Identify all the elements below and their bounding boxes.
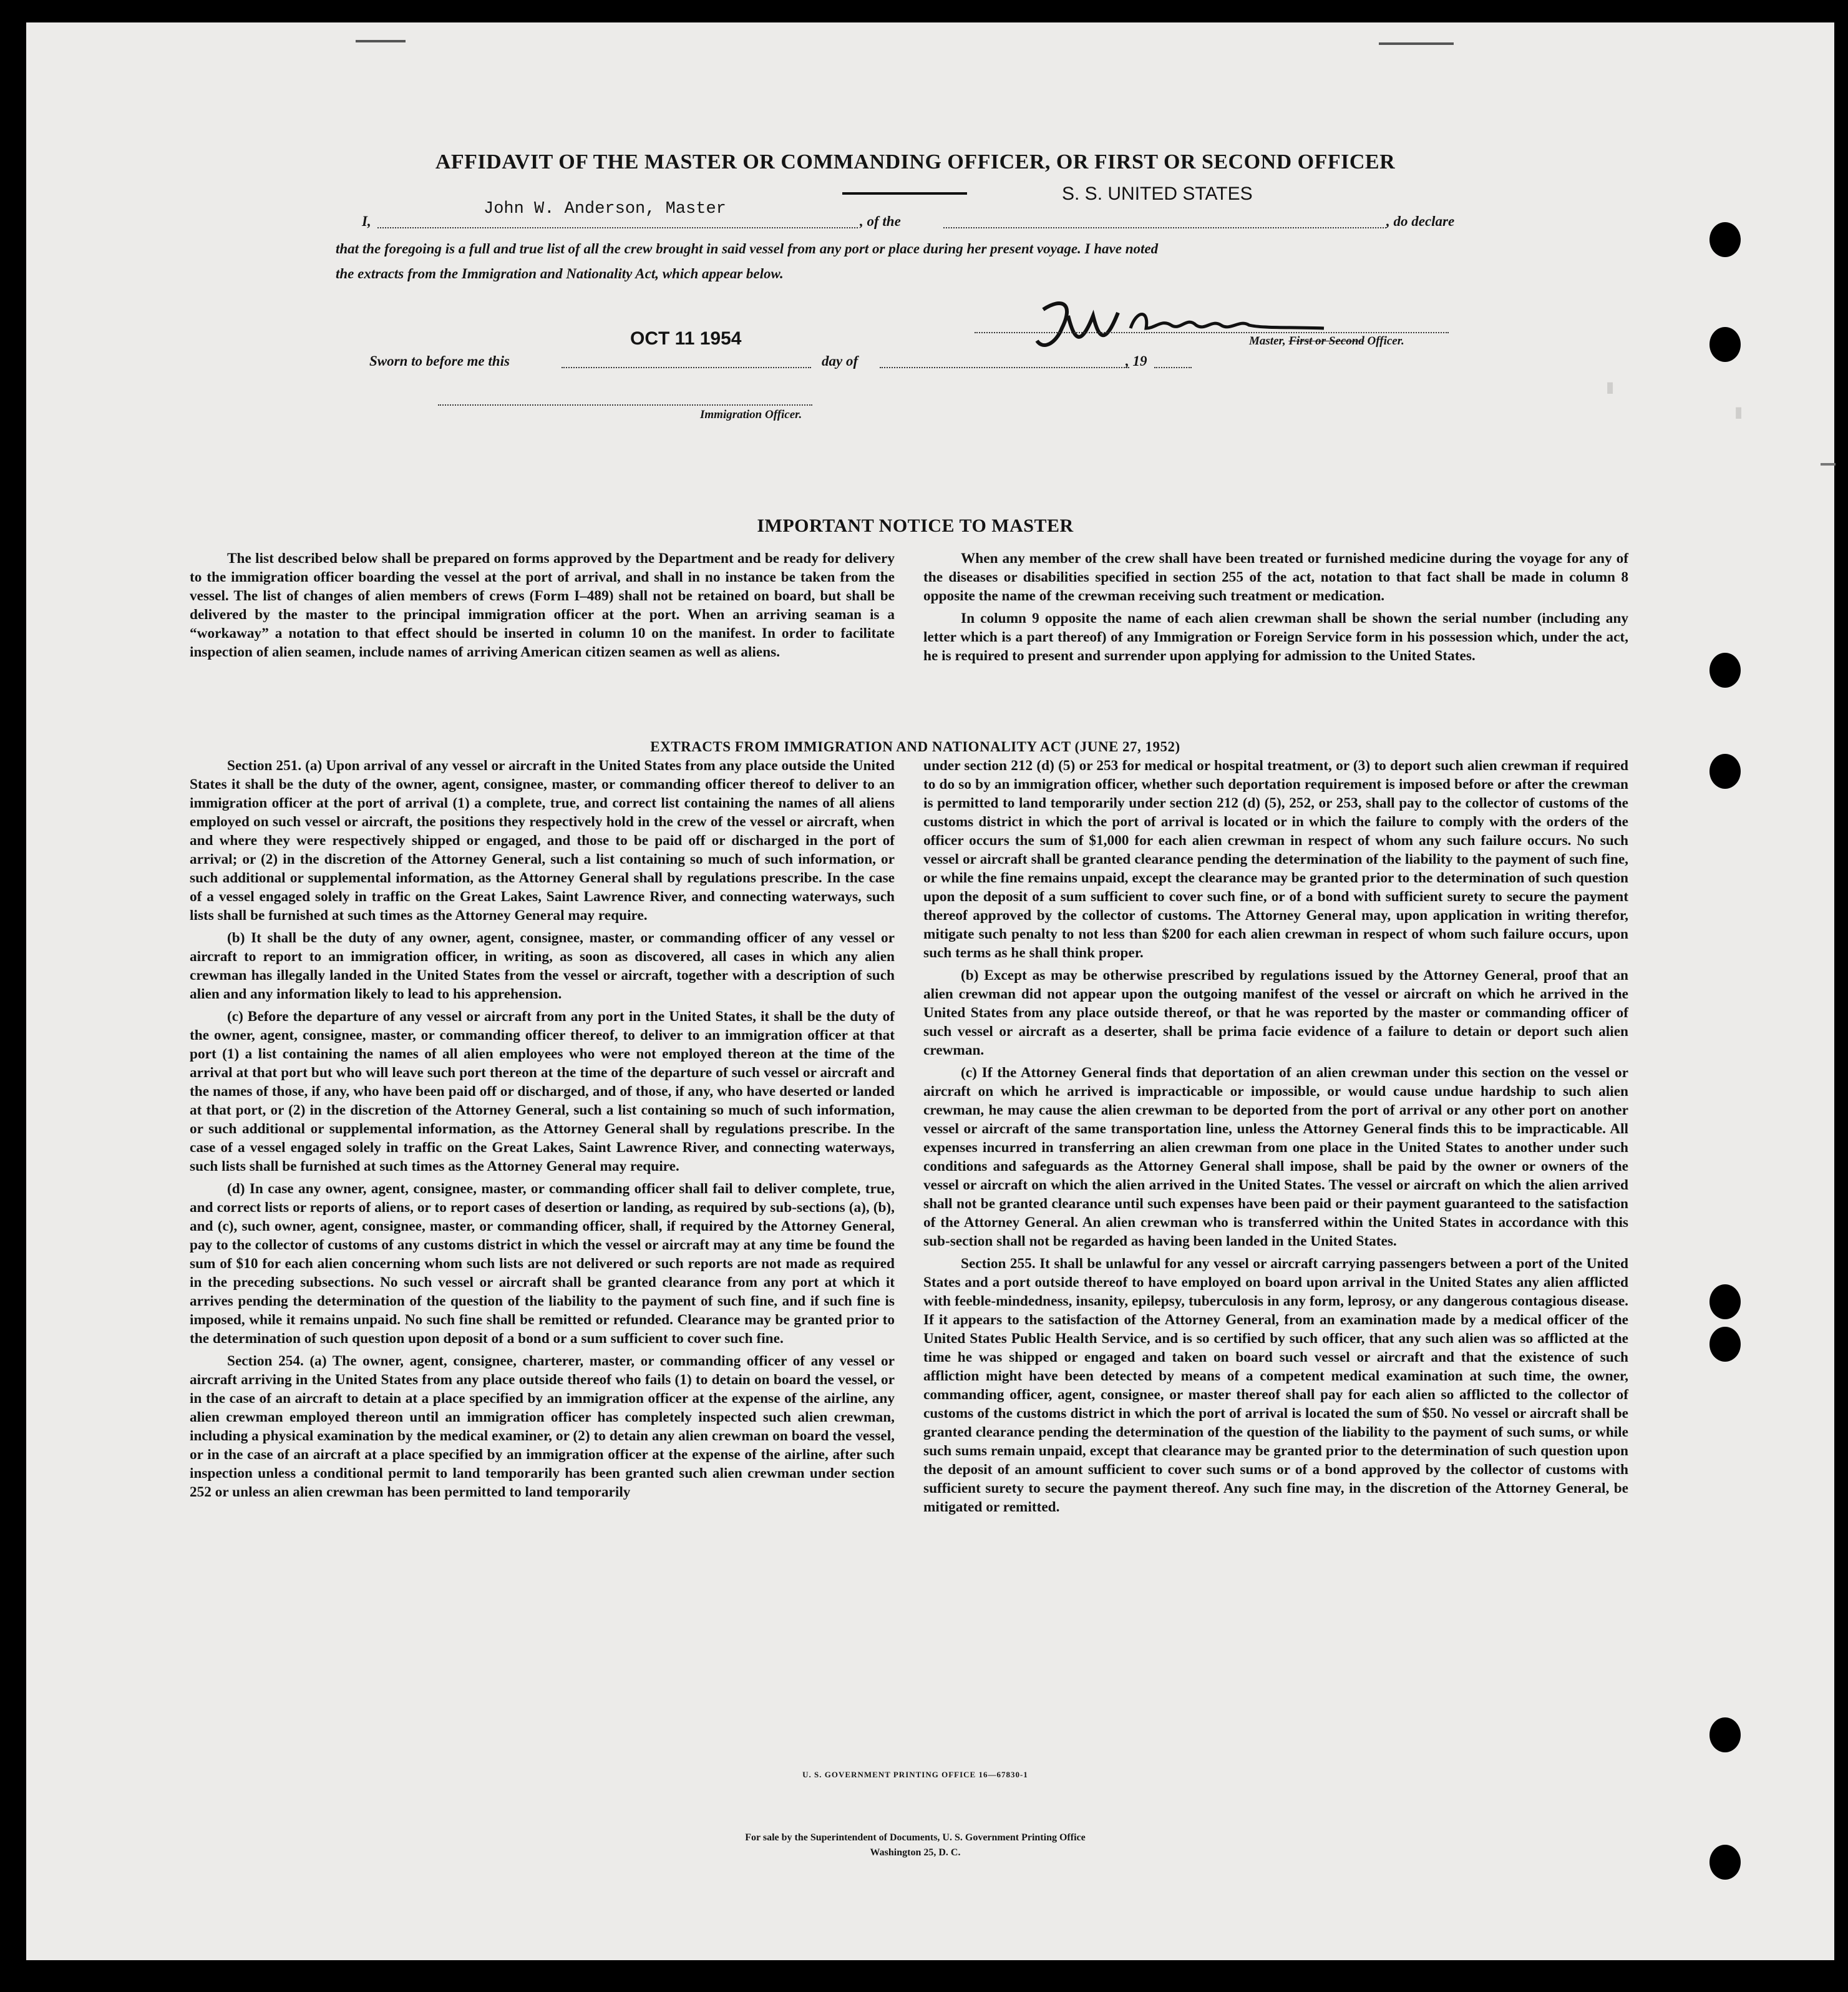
punch-hole [1709, 1327, 1741, 1362]
extract-section-251d: (d) In case any owner, agent, consignee, master, or commanding officer shall fail to deliver complete, true, and correct lists or reports of aliens, or to report cases of desertion or landing, as required by sub-sections (a), (b), and (c), such owner, agent, consignee, master, or commanding officer, shall, if required by the Attorney General, pay to the collector of customs of any customs district in which the vessel or aircraft may at any time be found the sum of $10 for each alien concerning whom such lists are not delivered or such reports are not made as required in the preceding subsections. No such vessel or aircraft shall be granted clearance from any port at which it arrives pending the determination of the question of the liability to the payment of such fine, and if such fine is imposed, while it remains unpaid. No such fine shall be remitted or refunded. Clearance may be granted prior to the determination of such question upon deposit of a bond or a sum sufficient to cover such fine. [190, 1181, 895, 1347]
immigration-officer-line [438, 404, 812, 406]
sale-line-1: For sale by the Superintendent of Documents, U. S. Government Printing Office [745, 1832, 1086, 1843]
extract-section-254c: (c) If the Attorney General finds that deportation of an alien crewman under this section on the vessel or aircraft on which he arrived is impracticable or impossible, or would cause undue hardship to such alien crewman, he may cause the alien crewman to be deported from the port of arrival or any other port on another vessel or aircraft of the same transportation line, unless the Attorney General finds this to be impracticable. All expenses incurred in transferring an alien crewman from one place in the United States to another under such conditions and safeguards as the Attorney General shall impose, shall be paid by the owner or owners of the vessel or aircraft on which the alien arrived in the United States. The vessel or aircraft on which the alien arrived shall not be granted clearance until such expenses have been paid or their payment guaranteed to the satisfaction of the Attorney General. An alien crewman who is transferred within the United States in accordance with this sub-section shall not be regarded as having been landed in the United States. [923, 1065, 1628, 1249]
caption-officer: Officer. [1367, 334, 1404, 348]
vessel-field-line [943, 227, 1386, 228]
scan-artifact [356, 40, 406, 42]
declaration-do-declare: , do declare [1386, 213, 1455, 229]
sworn-year: , 19 [1126, 353, 1147, 369]
name-field-line [377, 227, 858, 228]
extract-section-251b: (b) It shall be the duty of any owner, agent, consignee, master, or commanding officer of any vessel or aircraft to report to an immigration officer, in writing, as soon as discovered, all cases in which any alien crewman has illegally landed in the United States from the vessel or aircraft, together with a description of such alien and any information likely to lead to his apprehension. [190, 930, 895, 1002]
declaration-text-line-3: the extracts from the Immigration and Nationality Act, which appear below. [336, 266, 784, 281]
title-rule [842, 192, 967, 195]
affidavit-title: AFFIDAVIT OF THE MASTER OR COMMANDING OFFICER, OR FIRST OR SECOND OFFICER [435, 150, 1396, 173]
extract-section-254a: Section 254. (a) The owner, agent, consignee, charterer, master, or commanding officer of any vessel or aircraft arriving in the United States from any place outside thereof who fails (1) to detain on board the vessel, or in the case of an aircraft to detain at a place specified by an immigration officer at the expense of the airline, any alien crewman employed thereon until an immigration officer has completely inspected such alien crewman, including a physical examination by the medical examiner, or (2) to detain any alien crewman on board the vessel, or in the case of an aircraft at a place specified by an immigration officer at the expense of the airline, after such inspection unless a conditional permit to land temporarily has been granted such alien crewman under section 252 or unless an alien crewman has been permitted to land temporarily [190, 1353, 895, 1500]
signature-caption [1249, 334, 1404, 348]
master-signature [1024, 283, 1349, 359]
signature-text: JWAnderson [1024, 283, 1076, 293]
caption-struck: First or Second [1288, 334, 1364, 348]
extract-section-254a-continued: under section 212 (d) (5) or 253 for medical or hospital treatment, or (3) to deport such alien crewman if required to do so by an immigration officer, whether such deportation requirement is imposed before or after the crewman is permitted to land temporarily under section 212 (d) (5), 252, or 253, shall pay to the collector of customs of the customs district in which the port of arrival is located or in which the failure to comply with the orders of the officer occurs the sum of $1,000 for each alien crewman in respect of whom any such failure occurs. No such vessel or aircraft shall be granted clearance pending the determination of the liability to the payment of such fine, or while the fine remains unpaid, except the clearance may be granted prior to the determination of such question upon the deposit of a sum sufficient to cover such fine, or of a bond with sufficient surety to secure the payment thereof approved by the collector of customs. The Attorney General may, upon application in writing therefor, mitigate such penalty to not less than $200 for each alien crewman in respect of whom such failure occurs, upon such terms as he shall think proper. [923, 758, 1628, 961]
vessel-name-field: S. S. UNITED STATES [1062, 183, 1253, 204]
extracts-heading: EXTRACTS FROM IMMIGRATION AND NATIONALITY ACT (JUNE 27, 1952) [650, 739, 1180, 754]
punch-hole [1709, 754, 1741, 789]
extracts-right-column [923, 756, 1628, 1520]
extracts-left-column [190, 756, 895, 1505]
sale-line-2: Washington 25, D. C. [870, 1847, 961, 1858]
punch-hole [1709, 222, 1741, 257]
punch-hole [1709, 1717, 1741, 1752]
master-name-field: John W. Anderson, Master [484, 200, 726, 218]
extract-section-255: Section 255. It shall be unlawful for any vessel or aircraft carrying passengers between a port of the United States and a port outside thereof to have employed on board upon arrival in the United States any alien afflicted with feeble-mindedness, insanity, epilepsy, tuberculosis in any form, leprosy, or any dangerous contagious disease. If it appears to the satisfaction of the Attorney General, from an examination made by a medical officer of the United States Public Health Service, and is so certified by such officer, that any such alien was so afflicted at the time he was shipped or engaged and taken on board such vessel or aircraft and that the existence of such affliction might have been detected by means of a competent medical examination at such time, the owner, commanding officer, agent, consignee, or master thereof shall pay for each alien so afflicted to the collector of customs of the customs district in which the port of arrival is located the sum of $50. No vessel or aircraft shall be granted clearance pending the determination of the question of the liability to the payment of such sums, or while such sums remain unpaid, except that clearance may be granted prior to the determination of such question upon the deposit of an amount sufficient to cover such sums or of a bond approved by the collector of customs with sufficient surety to secure the payment thereof. Any such fine may, in the discretion of the Attorney General, be mitigated or remitted. [923, 1256, 1628, 1515]
notice-right-column [923, 549, 1628, 669]
sworn-year-line [1154, 367, 1192, 368]
notice-right-paragraph-2: In column 9 opposite the name of each alien crewman shall be shown the serial number (including any letter which is a part thereof) of any Immigration or Foreign Service form in his possession which, under the act, he is required to present and surrender upon applying for admission to the United States. [923, 610, 1628, 664]
extract-section-251a: Section 251. (a) Upon arrival of any vessel or aircraft in the United States from any place outside the United States it shall be the duty of the owner, agent, consignee, master, or commanding officer thereof to deliver to an immigration officer at the port of arrival (1) a complete, true, and correct list containing the names of all aliens employed on such vessel or aircraft, the positions they respectively hold in the crew of the vessel or aircraft, when and where they were respectively shipped or engaged, and those to be paid off or discharged in the port of arrival; or (2) in the discretion of the Attorney General, such a list containing so much of such information, or such additional or supplemental information, as the Attorney General shall by regulations prescribe. In the case of a vessel engaged solely in traffic on the Great Lakes, Saint Lawrence River, and connecting waterways, such lists shall be furnished at such times as the Attorney General may require. [190, 758, 895, 924]
notice-heading: IMPORTANT NOTICE TO MASTER [757, 515, 1074, 536]
extract-section-251c: (c) Before the departure of any vessel or aircraft from any port in the United States, it shall be the duty of the owner, agent, consignee, master, or commanding officer thereof, to deliver to an immigration officer at that port (1) a list containing the names of all alien employees who were not employed thereon at the time of the arrival at that port but who will leave such port thereon at the time of the departure of such vessel or aircraft and the names of those, if any, who have been paid off or discharged, and of those, if any, who have deserted or landed at that port, or (2) in the discretion of the Attorney General, such a list containing so much of such information, or such additional or supplemental information, as the Attorney General shall by regulations prescribe. In the case of a vessel engaged solely in traffic on the Great Lakes, Saint Lawrence River, and connecting waterways, such lists shall be furnished at such times as the Attorney General may require. [190, 1008, 895, 1174]
sworn-day-of: day of [822, 353, 858, 369]
bleed-through-mark: ▮ [1734, 404, 1743, 421]
sworn-label: Sworn to before me this [369, 353, 510, 369]
bleed-through-mark: ▮ [1606, 379, 1615, 396]
punch-hole [1709, 653, 1741, 688]
document-page [26, 22, 1834, 1960]
declaration-i: I, [362, 213, 371, 229]
declaration-of-the: , of the [860, 213, 901, 229]
sworn-month-line [880, 367, 1129, 368]
punch-hole [1709, 327, 1741, 362]
notice-left-column [190, 549, 895, 665]
immigration-officer-caption: Immigration Officer. [700, 408, 802, 421]
date-stamp: OCT 11 1954 [630, 328, 742, 349]
punch-hole [1709, 1284, 1741, 1319]
declaration-text-line-2: that the foregoing is a full and true list of all the crew brought in said vessel from any port or place during her present voyage. I have noted [336, 241, 1159, 256]
extract-section-254b: (b) Except as may be otherwise prescribed by regulations issued by the Attorney General, proof that an alien crewman did not appear upon the outgoing manifest of the vessel or aircraft on which he arrived in the United States from any place outside thereof, or that he was reported by the master or commanding officer of such vessel or aircraft as a deserter, shall be prima facie evidence of a failure to detain or deport such alien crewman. [923, 967, 1628, 1058]
caption-master: Master, [1249, 334, 1286, 348]
notice-right-paragraph-1: When any member of the crew shall have been treated or furnished medicine during the voyage for any of the diseases or disabilities specified in section 255 of the act, notation to that fact shall be made in column 8 opposite the name of the crewman receiving such treatment or medication. [923, 550, 1628, 604]
punch-hole [1709, 1845, 1741, 1880]
notice-left-paragraph: The list described below shall be prepared on forms approved by the Department and be ready for delivery to the immigration officer boarding the vessel at the port of arrival, and shall in no instance be taken from the vessel. The list of changes of alien members of crews (Form I–489) shall not be retained on board, but shall be delivered by the master to the principal immigration officer at the port. When an arriving seaman is a “workaway” a notation to that effect should be inserted in column 10 on the manifest. In order to facilitate inspection of alien seamen, include names of arriving American citizen seamen as well as aliens. [190, 550, 895, 660]
signature-line [975, 332, 1449, 333]
sworn-date-line [562, 367, 811, 368]
gpo-line: U. S. GOVERNMENT PRINTING OFFICE 16—67830-1 [802, 1770, 1028, 1779]
scan-artifact [1379, 42, 1454, 45]
scan-artifact [1821, 463, 1836, 466]
